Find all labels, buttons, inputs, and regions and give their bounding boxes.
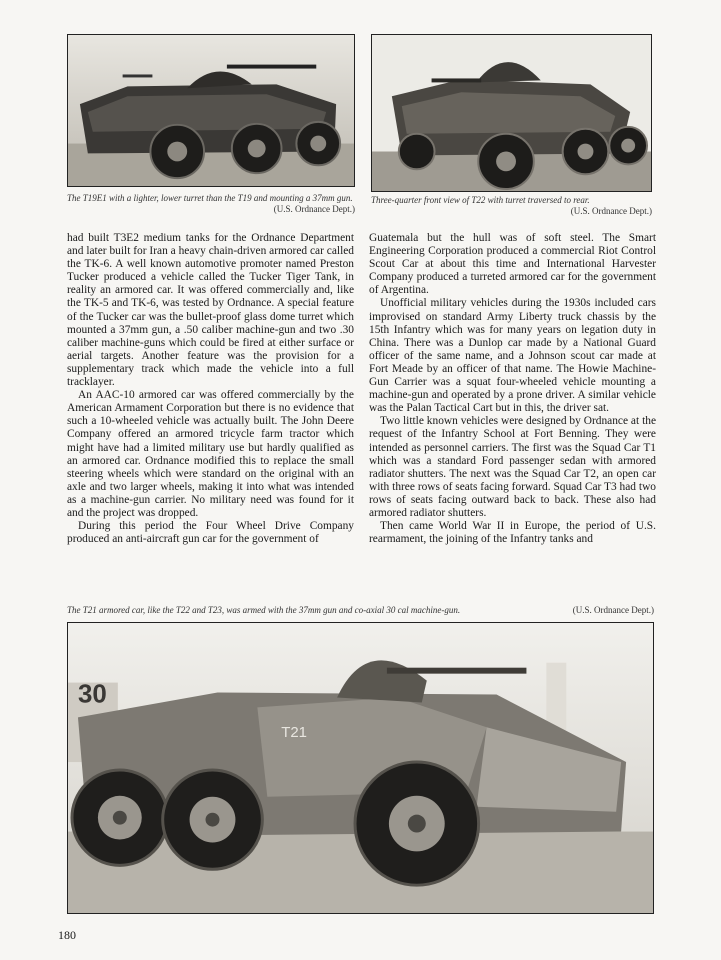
text-column-left [67, 232, 354, 546]
caption-t19e1 [67, 193, 355, 215]
caption-t19e1-text: The T19E1 with a lighter, lower turret than the T19 and mounting a 37mm gun. [67, 193, 353, 203]
caption-t21 [67, 605, 654, 616]
caption-t21-text: The T21 armored car, like the T22 and T23, was armed with the 37mm gun and co-axial 30 cal machine-gun. [67, 605, 461, 615]
photo-t21 [67, 622, 654, 914]
caption-t22 [371, 195, 652, 217]
text-column-right [369, 232, 656, 546]
paragraph: An AAC-10 armored car was offered commercially by the American Armament Corporation but there is no evidence that such a 10-wheeled vehicle was actually built. The John Deere Company offered an armored tricycle farm tractor which might have had a limited military use but hardly qualified as an armored car. Ordnance modified this to replace the small steering wheels which were standard on the original with an axle and two larger wheels, making it into what was intended as a machine-gun carrier. No military need was found for it and the project was dropped. [67, 389, 354, 519]
paragraph: Guatemala but the hull was of soft steel. The Smart Engineering Corporation produced a commercial Riot Control Scout Car at about this time and International Harvester Company produced a turreted armored car for the government of Argentina. [369, 232, 656, 297]
background-sign-number: 30 [77, 680, 107, 709]
paragraph: During this period the Four Wheel Drive Company produced an anti-aircraft gun car for the government of [67, 520, 354, 546]
paragraph: Then came World War II in Europe, the period of U.S. rearmament, the joining of the Infantry tanks and [369, 520, 656, 546]
caption-t21-credit: (U.S. Ordnance Dept.) [572, 605, 654, 615]
hull-marking: T21 [281, 724, 308, 742]
photo-t22-image [372, 35, 651, 191]
caption-t22-credit: (U.S. Ordnance Dept.) [570, 206, 652, 216]
caption-t22-text: Three-quarter front view of T22 with turret traversed to rear. [371, 195, 590, 205]
paragraph: Two little known vehicles were designed by Ordnance at the request of the Infantry School at Fort Benning. They were intended as personnel carriers. The first was the Squad Car T1 which was a standard Ford passenger sedan with armored radiator shutters. The next was the Squad Car T2, an open car with three rows of seats facing forward. Squad Car T3 had two rows of seats facing outward back to back. These also had armored radiator shutters. [369, 415, 656, 519]
photo-t21-image [68, 623, 653, 913]
paragraph: had built T3E2 medium tanks for the Ordnance Department and later built for Iran a heavy chain-driven armored car called the TK-6. A well known automotive promoter named Preston Tucker produced a vehicle called the Tucker Tiger Tank, in reality an armored car. It was offered commercially and, like the TK-5 and TK-6, was tested by Ordnance. A special feature of the Tucker car was the bullet-proof glass dome turret which mounted a 37mm gun, a .50 caliber machine-gun and two .30 caliber machine-guns which could be fired at either surface or aerial targets. Another feature was the provision for a supplementary track which made the vehicle into a full tracklayer. [67, 232, 354, 389]
paragraph: Unofficial military vehicles during the 1930s included cars improvised on standard Army Liberty truck chassis by the 15th Infantry which was for many years on legation duty in China. There was a Dunlop car made by a National Guard officer of the same name, and a Johnson scout car made at Fort Meade by an officer of that name. The Howie Machine-Gun Carrier was a squat four-wheeled vehicle mounting a machine-gun and operated by a prone driver. A similar vehicle was the Palan Tactical Cart but in this, the driver sat. [369, 297, 656, 415]
photo-t19e1-image [68, 35, 354, 186]
photo-t22 [371, 34, 652, 192]
caption-t19e1-credit: (U.S. Ordnance Dept.) [273, 204, 355, 214]
photo-t19e1 [67, 34, 355, 187]
page-number: 180 [58, 928, 76, 942]
